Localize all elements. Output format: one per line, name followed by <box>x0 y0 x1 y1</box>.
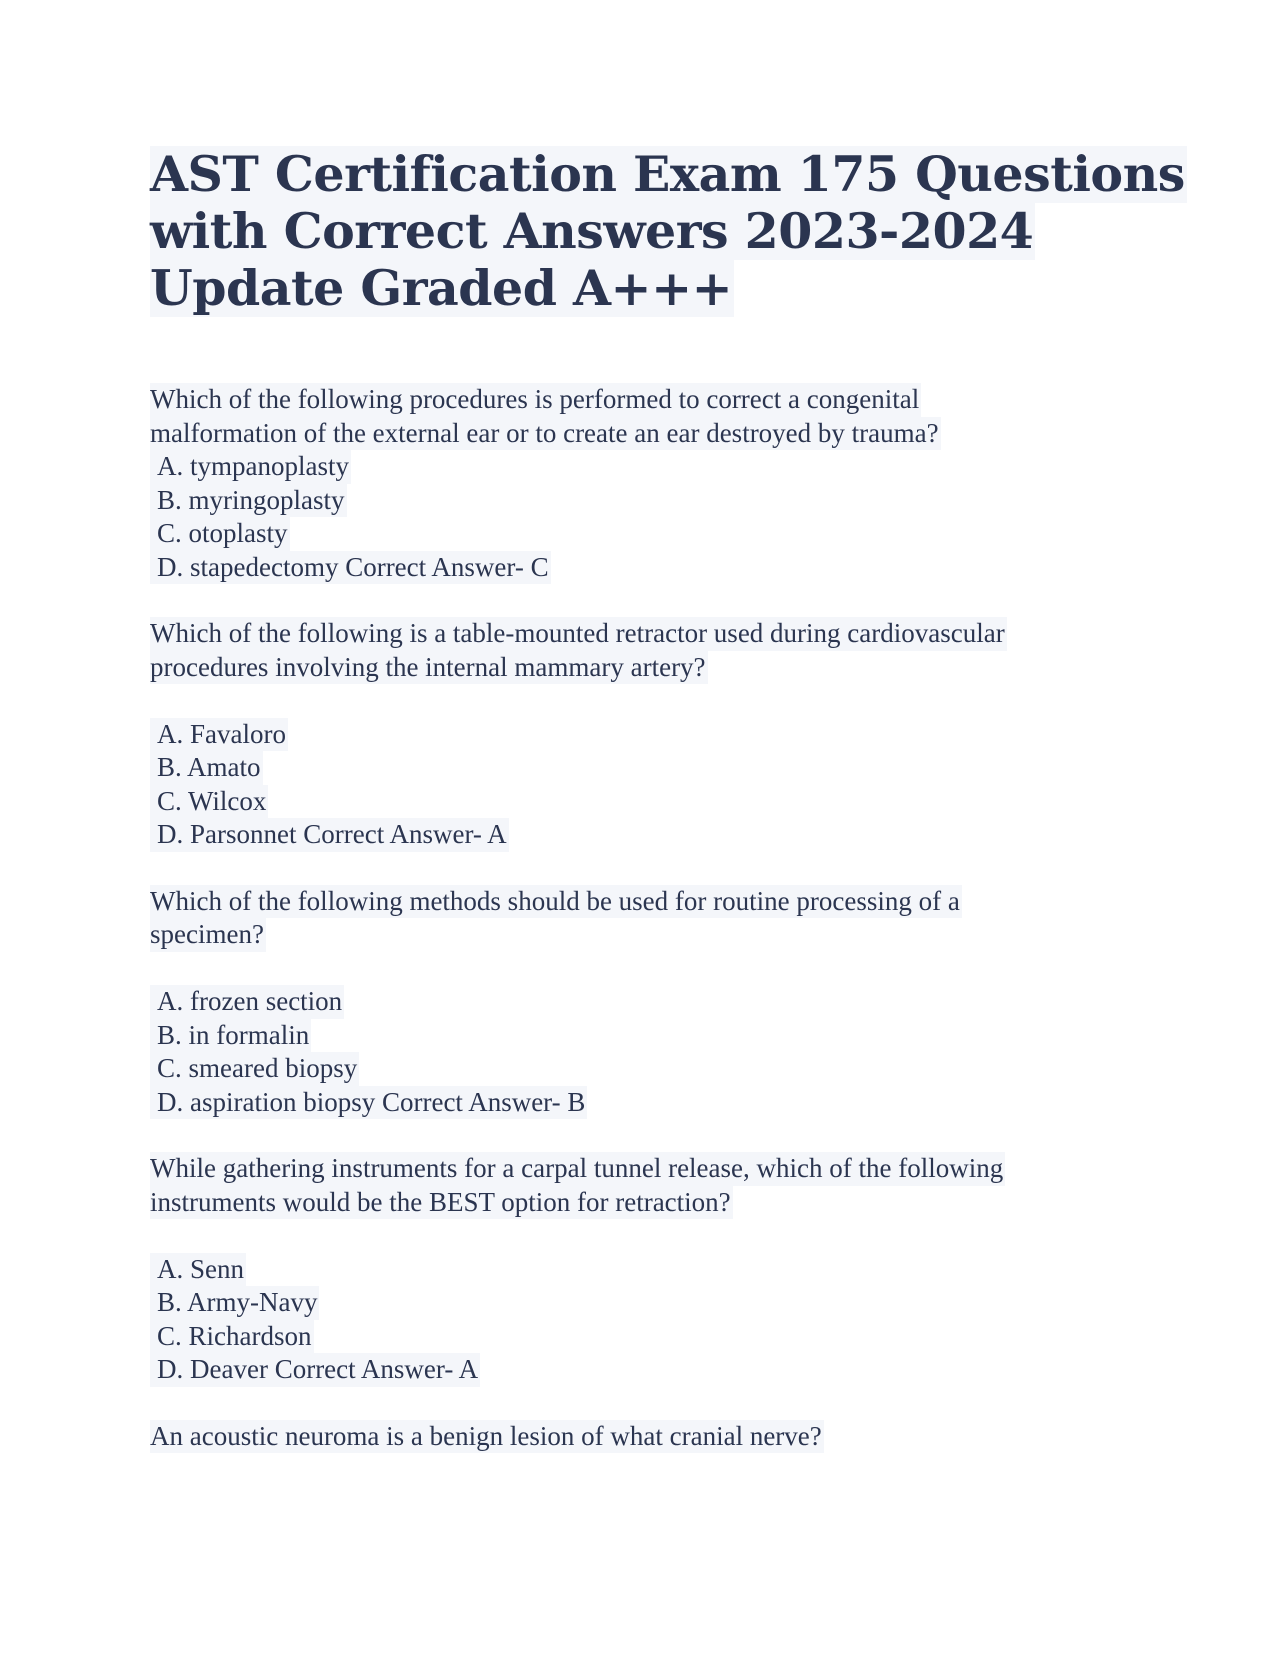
answer-option-with-correct-answer: D. stapedectomy Correct Answer- C <box>150 551 1150 585</box>
question-stem-line: While gathering instruments for a carpal tunnel release, which of the following <box>150 1152 1150 1186</box>
answer-option: C. Wilcox <box>150 785 1150 819</box>
question-stem-line: Which of the following procedures is performed to correct a congenital <box>150 383 1150 417</box>
document-title <box>150 145 1185 317</box>
answer-option: C. smeared biopsy <box>150 1052 1150 1086</box>
answer-option: A. tympanoplasty <box>150 450 1150 484</box>
question-item <box>150 1152 1150 1387</box>
blank-line <box>150 1219 1150 1253</box>
question-stem-line: specimen? <box>150 918 1150 952</box>
question-stem-line: Which of the following methods should be used for routine processing of a <box>150 885 1150 919</box>
question-item <box>150 885 1150 1120</box>
title-line: with Correct Answers 2023-2024 <box>150 202 1034 260</box>
document-content <box>150 145 1185 1453</box>
answer-option: B. Army-Navy <box>150 1286 1150 1320</box>
blank-line <box>150 952 1150 986</box>
question-item <box>150 617 1150 852</box>
answer-option-with-correct-answer: D. Parsonnet Correct Answer- A <box>150 818 1150 852</box>
blank-line <box>150 684 1150 718</box>
answer-option: B. myringoplasty <box>150 484 1150 518</box>
question-stem-line: An acoustic neuroma is a benign lesion of what cranial nerve? <box>150 1420 1150 1454</box>
title-line: Update Graded A+++ <box>150 259 733 317</box>
answer-option: B. Amato <box>150 751 1150 785</box>
question-stem-line: malformation of the external ear or to create an ear destroyed by trauma? <box>150 417 1150 451</box>
question-stem-line: instruments would be the BEST option for retraction? <box>150 1186 1150 1220</box>
answer-option: C. otoplasty <box>150 517 1150 551</box>
question-item <box>150 1420 1150 1454</box>
question-stem-line: Which of the following is a table-mounted retractor used during cardiovascular <box>150 617 1150 651</box>
answer-option: A. Favaloro <box>150 718 1150 752</box>
title-line: AST Certification Exam 175 Questions <box>150 145 1185 203</box>
answer-option: C. Richardson <box>150 1320 1150 1354</box>
answer-option: A. Senn <box>150 1253 1150 1287</box>
question-list <box>150 383 1150 1453</box>
answer-option: A. frozen section <box>150 985 1150 1019</box>
answer-option-with-correct-answer: D. aspiration biopsy Correct Answer- B <box>150 1086 1150 1120</box>
answer-option-with-correct-answer: D. Deaver Correct Answer- A <box>150 1353 1150 1387</box>
question-item <box>150 383 1150 584</box>
question-stem-line: procedures involving the internal mammary artery? <box>150 651 1150 685</box>
answer-option: B. in formalin <box>150 1019 1150 1053</box>
